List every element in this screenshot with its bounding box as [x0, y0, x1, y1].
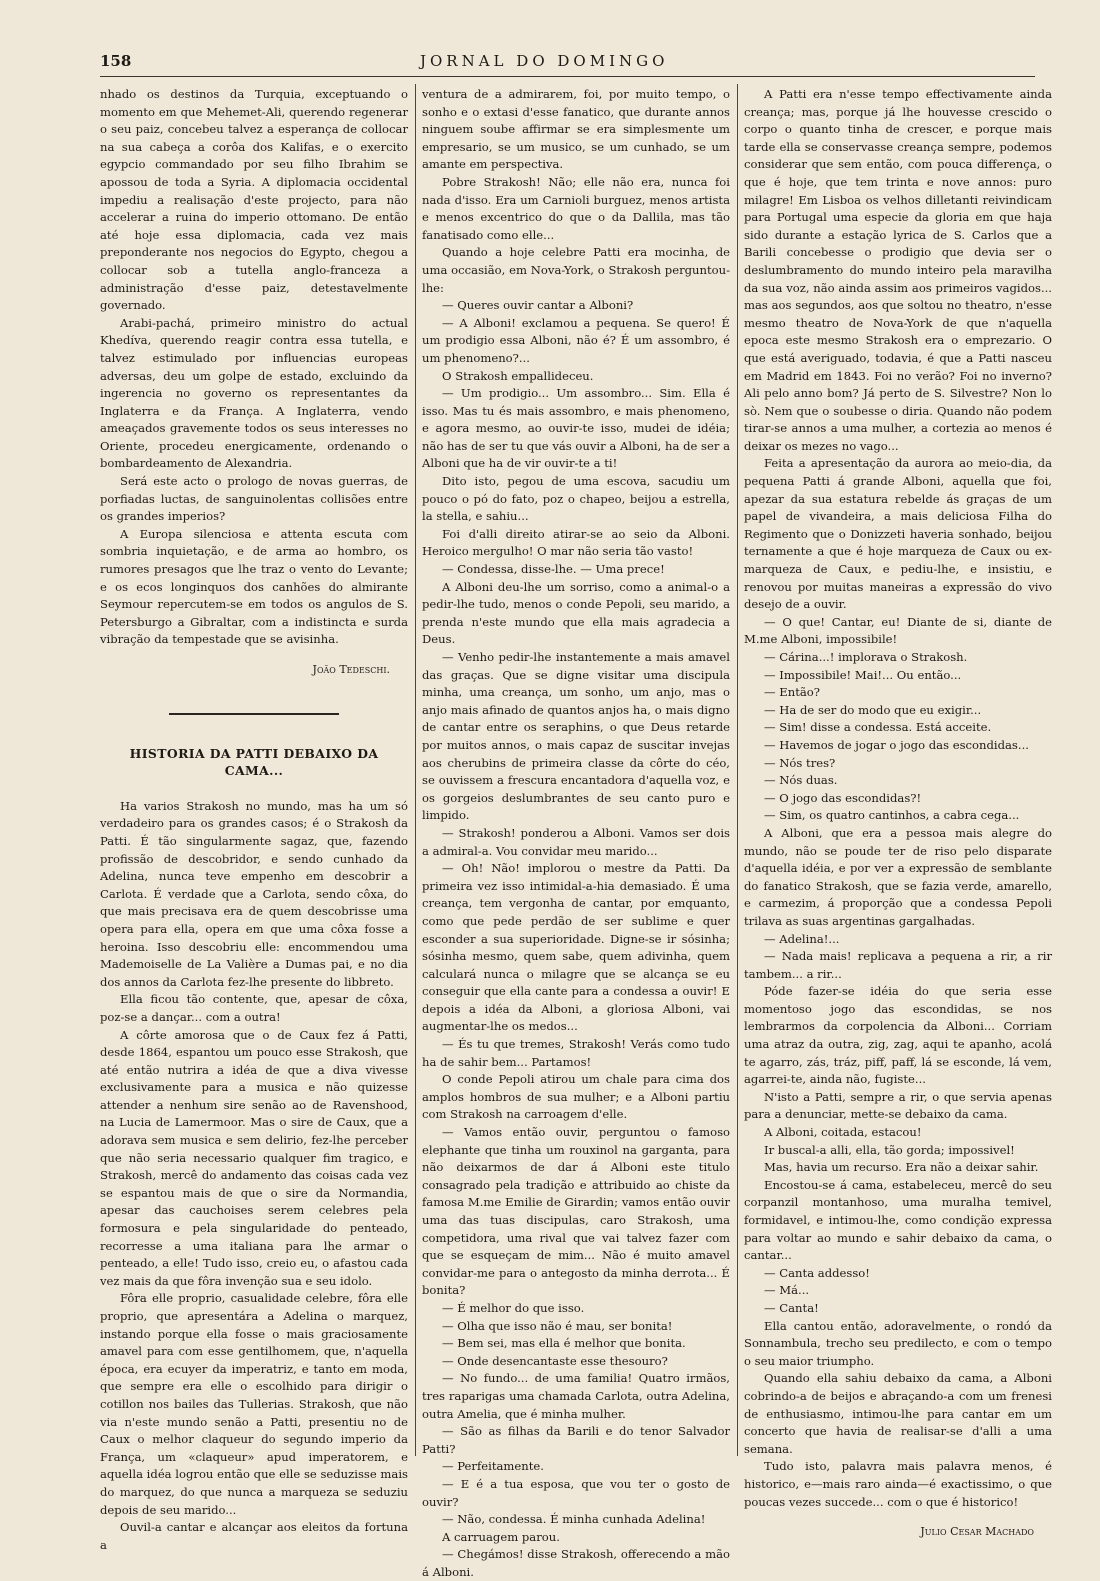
paragraph: Ella ficou tão contente, que, apesar de côxa, poz-se a dançar... com a outra! [100, 992, 408, 1024]
paragraph: Quando ella sahiu debaixo da cama, a Alboni cobrindo-a de beijos e abraçando-a com um frenesi de enthusiasmo, intimou-lhe para cantar em um concerto que havia de realisar-se d'alli a uma semana. [744, 1371, 1052, 1456]
paragraph: — Olha que isso não é mau, ser bonita! [442, 1318, 673, 1333]
paragraph: A carruagem parou. [442, 1529, 560, 1544]
paragraph: — És tu que tremes, Strakosh! Verás como tudo ha de sahir bem... Partamos! [422, 1037, 730, 1069]
paragraph: Encostou-se á cama, estabeleceu, mercê do seu corpanzil montanhoso, uma muralha temivel, formidavel, e intimou-lhe, como condição expressa para voltar ao mundo e sahir debaixo da cama, o cantar... [744, 1177, 1052, 1263]
column-1 [100, 86, 408, 1554]
paragraph: — Strakosh! ponderou a Alboni. Vamos ser dois a admiral-a. Vou convidar meu marido... [422, 825, 730, 858]
paragraph: Foi d'alli direito atirar-se ao seio da Alboni. Heroico mergulho! O mar não seria tão vasto! [422, 526, 730, 559]
paragraph: A Alboni deu-lhe um sorriso, como a animal-o a pedir-lhe tudo, menos o conde Pepoli, seu marido, a prenda n'este mundo que ella mais agradecia a Deus. [422, 579, 730, 647]
paragraph: Dito isto, pegou de uma escova, sacudiu um pouco o pó do fato, poz o chapeo, beijou a estrella, la stella, e sahiu... [422, 474, 730, 524]
paragraph: — Nós tres? [764, 755, 836, 770]
paragraph: — No fundo... de uma familia! Quatro irmãos, tres raparigas uma chamada Carlota, outra Adelina, outra Amelia, que é minha mulher. [422, 1371, 730, 1421]
paragraph: — Perfeitamente. [442, 1459, 544, 1474]
paragraph: — Oh! Não! implorou o mestre da Patti. Da primeira vez isso intimidal-a-hia demasiado. É uma creança, tem vergonha de cantar, por emquanto, como que pede perdão de ser sublime e quer esconder a sua superioridade. Digne-se ir sósinha; sósinha mesmo, quem sabe, quem adivinha, quem calculará nunca o milagre que se alcança se eu conseguir que ella cante para a condessa a ouvir! E depois a idéa da Alboni, a gloriosa Alboni, vai augmentar-lhe os medos... [422, 861, 730, 1034]
paragraph: — Canta! [764, 1300, 819, 1315]
paragraph: Póde fazer-se idéia do que seria esse momentoso jogo das escondidas, se nos lembrarmos da corpolencia da Alboni... Corriam uma atraz da outra, zig, zag, aqui te apanho, acolá te agarro, zás, tráz, piff, paff, lá se esconde, lá vem, agarrei-te, ainda não, fugiste... [744, 984, 1052, 1087]
paragraph: — Havemos de jogar o jogo das escondidas... [764, 737, 1029, 752]
paragraph: Pobre Strakosh! Não; elle não era, nunca foi nada d'isso. Era um Carnioli burguez, menos artista e menos excentrico do que o da Dallila, mas tão fanatisado como elle... [422, 174, 730, 242]
paragraph: — Canta addesso! [764, 1265, 870, 1280]
paragraph: — Nós duas. [764, 773, 838, 788]
paragraph: — Vamos então ouvir, perguntou o famoso elephante que tinha um rouxinol na garganta, para não deixarmos de dar á Alboni este titulo consagrado pela tradição e attribuido ao chiste da famosa M.me Emilie de Girardin; vamos então ouvir uma das tuas discipulas, caro Strakosh, uma competidora, uma rival que vai talvez fazer com que se esqueçam de mim... Não é muito amavel convidar-me para o antegosto da minha derrota... É bonita? [422, 1125, 730, 1298]
journal-title: JORNAL DO DOMINGO [420, 52, 669, 70]
paragraph: — Sim, os quatro cantinhos, a cabra cega... [764, 808, 1020, 823]
paragraph: — A Alboni! exclamou a pequena. Se quero! É um prodigio essa Alboni, não é? É um assombro, é um phenomeno?... [422, 315, 730, 365]
paragraph: Ha varios Strakosh no mundo, mas ha um só verdadeiro para os grandes casos; é o Strakosh da Patti. É tão singularmente sagaz, que, fazendo profissão de descobridor, e sendo cunhado da Adelina, nunca teve empenho em descobrir a Carlota. É verdade que a Carlota, sendo côxa, do que mais precisava era de quem descobrisse uma opera para ella, opera em que uma côxa fosse a heroina. Isso descobriu elle: encommendou uma Mademoiselle de La Valière a Dumas pai, e no dia dos annos da Carlota fez-lhe presente do libbreto. [100, 798, 408, 989]
paragraph: — Venho pedir-lhe instantemente a mais amavel das graças. Que se digne visitar uma discipula minha, uma creança, um sonho, um anjo, mas o anjo mais afinado de quantos anjos ha, o mais digno de cantar entre os seraphins, o que Deus retarde por muitos annos, o mais capaz de suscitar invejas aos cherubins de primeira classe da côrte do céo, se ouvissem a frescura encantadora d'aquella voz, e os gorgeios deslumbrantes de seu canto puro e limpido. [422, 650, 730, 823]
header-rule [100, 76, 1035, 77]
paragraph: A Alboni, que era a pessoa mais alegre do mundo, não se poude ter de riso pelo disparate d'aquella idéia, e por ver a expressão de semblante do fanatico Strakosh, que se fazia verde, amarello, e carmezim, á proporção que a condessa Pepoli trilava as suas argentinas gargalhadas. [744, 825, 1052, 928]
paragraph: — Bem sei, mas ella é melhor que bonita. [442, 1336, 686, 1351]
paragraph: — São as filhas da Barili e do tenor Salvador Patti? [422, 1424, 730, 1456]
paragraph: Fôra elle proprio, casualidade celebre, fôra elle proprio, que apresentára a Adelina o marquez, instando porque ella fosse o mais graciosamente amavel para com esse gentilhomem, que, n'aquella época, era ecuyer da imperatriz, e tanto em moda, que sempre era elle o escolhido para dirigir o cotillon nos bailes das Tullerias. Strakosh, que não via n'este mundo senão a Patti, presentiu no de Caux o melhor claqueur do segundo imperio da França, um «claqueur» apud imperatorem, e aquella idéa logrou então que elle se seduzisse mais do marquez, do que nunca a marqueza se seduziu depois de seu marido... [100, 1291, 408, 1517]
paragraph: — Sim! disse a condessa. Está acceite. [764, 720, 992, 735]
paragraph: — Um prodigio... Um assombro... Sim. Ella é isso. Mas tu és mais assombro, e mais phenomeno, e agora mesmo, ao ouvir-te isso, mudei de idéia; não has de ser tu que vás ouvir a Alboni, ha de ser a Alboni que ha de vir ouvir-te a ti! [422, 386, 730, 471]
paragraph: A Europa silenciosa e attenta escuta com sombria inquietação, e de arma ao hombro, os rumores presagos que lhe traz o vento do Levante; e os ecos longinquos dos canhões do almirante Seymour repercutem-se em todos os angulos de S. Petersburgo a Gibraltar, com a indistincta e surda vibração da tempestade que se avisinha. [100, 526, 408, 647]
paragraph: Ella cantou então, adoravelmente, o rondó da Sonnambula, trecho seu predilecto, e com o tempo o seu maior triumpho. [744, 1318, 1052, 1368]
paragraph: — E é a tua esposa, que vou ter o gosto de ouvir? [422, 1476, 730, 1509]
column-divider-2 [737, 84, 738, 1456]
paragraph: — Nada mais! replicava a pequena a rir, a rir tambem... a rir... [744, 949, 1052, 981]
paragraph: — O jogo das escondidas?! [764, 790, 922, 805]
paragraph: — Adelina!... [764, 931, 840, 946]
paragraph: — É melhor do que isso. [442, 1300, 585, 1315]
paragraph: — Queres ouvir cantar a Alboni? [442, 298, 634, 313]
paragraph: — Chegámos! disse Strakosh, offerecendo a mão á Alboni. [422, 1547, 730, 1579]
paragraph: — Má... [764, 1283, 810, 1298]
paragraph: — Impossibile! Mai!... Ou então... [764, 667, 962, 682]
paragraph: A Alboni, coitada, estacou! [764, 1125, 922, 1140]
paragraph: — Não, condessa. É minha cunhada Adelina! [442, 1512, 706, 1527]
paragraph: — O que! Cantar, eu! Diante de si, diante de M.me Alboni, impossibile! [744, 614, 1052, 647]
article-signature: João Tedeschi. [312, 663, 390, 676]
paragraph: — Ha de ser do modo que eu exigir... [764, 702, 982, 717]
paragraph: Tudo isto, palavra mais palavra menos, é historico, e—mais raro ainda—é exactissimo, o que poucas vezes succede... com o que é historico! [744, 1459, 1052, 1509]
page-number: 158 [100, 52, 132, 70]
paragraph: nhado os destinos da Turquia, exceptuando o momento em que Mehemet-Ali, querendo regenerar o seu paiz, concebeu talvez a esperança de collocar na sua cabeça a corôa dos Kalifas, e o exercito egypcio commandado por seu filho Ibrahim se apossou de toda a Syria. A diplomacia occidental impediu a realisação d'este projecto, para não accelerar a ruina do imperio ottomano. De então até hoje essa diplomacia, cada vez mais preponderante nos negocios do Egypto, chegou a collocar sob a tutella anglo-franceza a administração d'esse paiz, detestavelmente governado. [100, 87, 408, 313]
article-signature: Julio Cesar Machado [920, 1525, 1034, 1539]
column-2 [422, 86, 730, 1581]
paragraph: ventura de a admirarem, foi, por muito tempo, o sonho e o extasi d'esse fanatico, que durante annos ninguem soube affirmar se era simplesmente um empresario, se um musico, se um cunhado, se um amante em perspectiva. [422, 87, 730, 172]
paragraph: — Condessa, disse-lhe. — Uma prece! [442, 562, 665, 577]
article-separator [169, 713, 339, 715]
paragraph: — Onde desencantaste esse thesouro? [442, 1353, 668, 1368]
paragraph: A côrte amorosa que o de Caux fez á Patti, desde 1864, espantou um pouco esse Strakosh, que até então nutrira a idéa de que a diva vivesse exclusivamente para a musica e não quizesse attender a nenhum sire senão ao de Ravenshood, na Lucia de Lamermoor. Mas o sire de Caux, que a adorava sem musica e sem delirio, fez-lhe perceber que não seria necessario qualquer fim tragico, e Strakosh, mercê do andamento das coisas cada vez se espantou mais de que o sire da Normandia, apesar das cauchoises serem celebres pela formosura e pela singularidade do penteado, recorresse a uma italiana para lhe armar o penteado, a elle! Tudo isso, creio eu, o afastou cada vez mais da que fôra invenção sua e seu idolo. [100, 1027, 408, 1288]
paragraph: Feita a apresentação da aurora ao meio-dia, da pequena Patti á grande Alboni, aquella que foi, apezar da sua estatura rebelde ás graças de um papel de vivandeira, a mais deliciosa Filha do Regimento que o Donizzeti haveria sonhado, beijou ternamente a que é hoje marqueza de Caux ou ex-marqueza de Caux, e pediu-lhe, e insistiu, e renovou por muitas maneiras a expressão do vivo desejo de a ouvir. [744, 456, 1052, 612]
paragraph: — Cárina...! implorava o Strakosh. [764, 650, 968, 664]
paragraph: Ouvil-a cantar e alcançar aos eleitos da fortuna a [100, 1520, 408, 1552]
article-headline: HISTORIA DA PATTI DEBAIXO DA CAMA... [129, 745, 379, 779]
paragraph: Mas, havia um recurso. Era não a deixar sahir. [764, 1160, 1039, 1175]
paragraph: Ir buscal-a alli, ella, tão gorda; impossivel! [764, 1142, 1015, 1157]
paragraph: Quando a hoje celebre Patti era mocinha, de uma occasião, em Nova-York, o Strakosh perguntou-lhe: [422, 245, 730, 295]
paragraph: Arabi-pachá, primeiro ministro do actual Khedíva, querendo reagir contra essa tutella, e talvez estimulado por influencias europeas adversas, deu um golpe de estado, excluindo da ingerencia no governo os representantes da Inglaterra e da França. A Inglaterra, vendo ameaçados gravemente todos os seus interesses no Oriente, procedeu energicamente, ordenando o bombardeamento de Alexandria. [100, 315, 408, 471]
paragraph: — Então? [764, 685, 820, 700]
paragraph: A Patti era n'esse tempo effectivamente ainda creança; mas, porque já lhe houvesse crescido o corpo o quanto tinha de crescer, e porque mais tarde ella se conservasse creança sempre, podemos considerar que sem então, com pouca differença, o que é hoje, que tem trinta e nove annos: puro milagre! Em Lisboa os velhos dilletanti reivindicam para Portugal uma especie da gloria em que haja sido durante a estação lyrica de S. Carlos que a Barili concebesse o prodigio que devia ser o deslumbramento do mundo inteiro pela maravilha da sua voz, não ainda assim aos primeiros vagidos... mas aos segundos, aos que soltou no theatro, n'esse mesmo theatro de Nova-York de que n'aquella epoca este mesmo Strakosh era o emprezario. O que está averiguado, todavia, é que a Patti nasceu em Madrid em 1843. Foi no verão? Foi no inverno? Ali pelo anno bom? Já perto de S. Silvestre? Non lo sò. Nem que o soubesse o diria. Quando não podem tirar-se annos a uma mulher, a cortezia ao menos é deixar os mezes no vago... [744, 87, 1052, 453]
paragraph: O Strakosh empallideceu. [442, 368, 594, 383]
column-3 [744, 86, 1052, 1541]
paragraph: N'isto a Patti, sempre a rir, o que servia apenas para a denunciar, mette-se debaixo da cama. [744, 1089, 1052, 1122]
paragraph: Será este acto o prologo de novas guerras, de porfiadas luctas, de sanguinolentas collisões entre os grandes imperios? [100, 474, 408, 524]
column-divider-1 [415, 84, 416, 1456]
paragraph: O conde Pepoli atirou um chale para cima dos amplos hombros de sua mulher; e a Alboni partiu com Strakosh na carroagem d'elle. [422, 1072, 730, 1122]
